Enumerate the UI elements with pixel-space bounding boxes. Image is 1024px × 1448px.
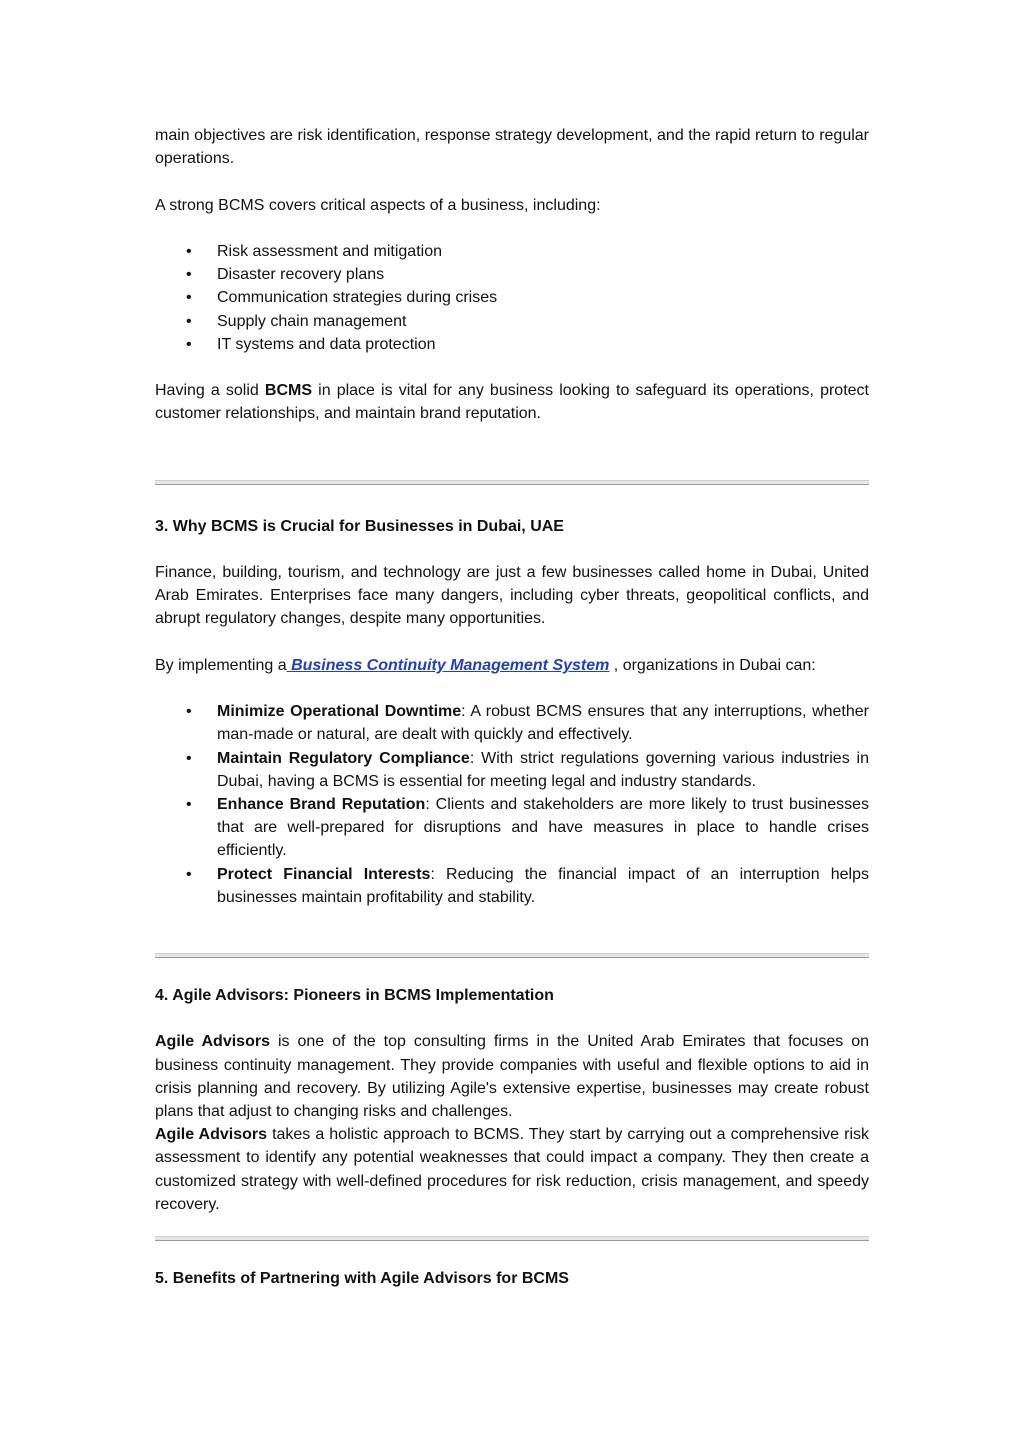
intro-lead: A strong BCMS covers critical aspects of a business, including: — [155, 196, 601, 214]
intro-closing: Having a solid BCMS in place is vital for any business looking to safeguard its operations, protect customer relationships, and maintain brand reputation. — [155, 382, 869, 423]
bullet-icon: • — [186, 289, 192, 307]
bullet-icon: • — [186, 335, 192, 353]
bullet-icon: • — [186, 795, 192, 813]
bullet-icon: • — [186, 312, 192, 330]
section-3-heading: 3. Why BCMS is Crucial for Businesses in Dubai, UAE — [155, 517, 564, 535]
section-3-paragraph: Finance, building, tourism, and technology are just a few businesses called home in Dubai, United Arab Emirates. Enterprises face many dangers, including cyber threats, geopolitical conflicts, and abrupt regulatory changes, despite many opportunities. — [155, 563, 869, 628]
list-item: • Risk assessment and mitigation — [155, 240, 869, 263]
list-item: • Minimize Operational Downtime: A robust BCMS ensures that any interruptions, whether man-made or natural, are dealt with quickly and effectively. — [155, 700, 869, 746]
bcms-link[interactable]: Business Continuity Management System — [286, 656, 610, 674]
content-column — [155, 124, 869, 1290]
bullet-icon: • — [186, 703, 192, 721]
section-4-heading: 4. Agile Advisors: Pioneers in BCMS Implementation — [155, 987, 554, 1004]
list-item: • IT systems and data protection — [155, 333, 869, 356]
intro-continuation: main objectives are risk identification, response strategy development, and the rapid return to regular operations. — [155, 127, 869, 168]
list-item: • Disaster recovery plans — [155, 263, 869, 286]
implementation-paragraph: By implementing a Business Continuity Management System , organizations in Dubai can: — [155, 656, 816, 674]
bullet-icon: • — [186, 242, 192, 260]
section-4-paragraph-1: Agile Advisors is one of the top consulting firms in the United Arab Emirates that focuses on business continuity management. They provide companies with useful and flexible options to aid in crisis planning and recovery. By utilizing Agile's extensive expertise, businesses may create robust plans that adjust to changing risks and challenges. — [155, 1033, 869, 1120]
section-4-paragraph-2: Agile Advisors takes a holistic approach to BCMS. They start by carrying out a comprehensive risk assessment to identify any potential weaknesses that could impact a company. They then create a customized strategy with well-defined procedures for risk reduction, crisis management, and speedy recovery. — [155, 1126, 869, 1213]
list-item: • Enhance Brand Reputation: Clients and stakeholders are more likely to trust businesses that are well-prepared for disruptions and have measures in place to handle crises efficiently. — [155, 793, 869, 863]
section-5-heading: 5. Benefits of Partnering with Agile Advisors for BCMS — [155, 1270, 569, 1288]
list-item: • Maintain Regulatory Compliance: With strict regulations governing various industries in Dubai, having a BCMS is essential for meeting legal and industry standards. — [155, 747, 869, 793]
bullet-icon: • — [186, 266, 192, 284]
list-item: • Protect Financial Interests: Reducing the financial impact of an interruption helps businesses maintain profitability and stability. — [155, 863, 869, 909]
bullet-icon: • — [186, 749, 192, 767]
bullet-icon: • — [186, 865, 192, 883]
list-item: • Communication strategies during crises — [155, 286, 869, 309]
benefits-list — [155, 700, 869, 909]
list-item: • Supply chain management — [155, 310, 869, 333]
aspects-list — [155, 240, 869, 356]
